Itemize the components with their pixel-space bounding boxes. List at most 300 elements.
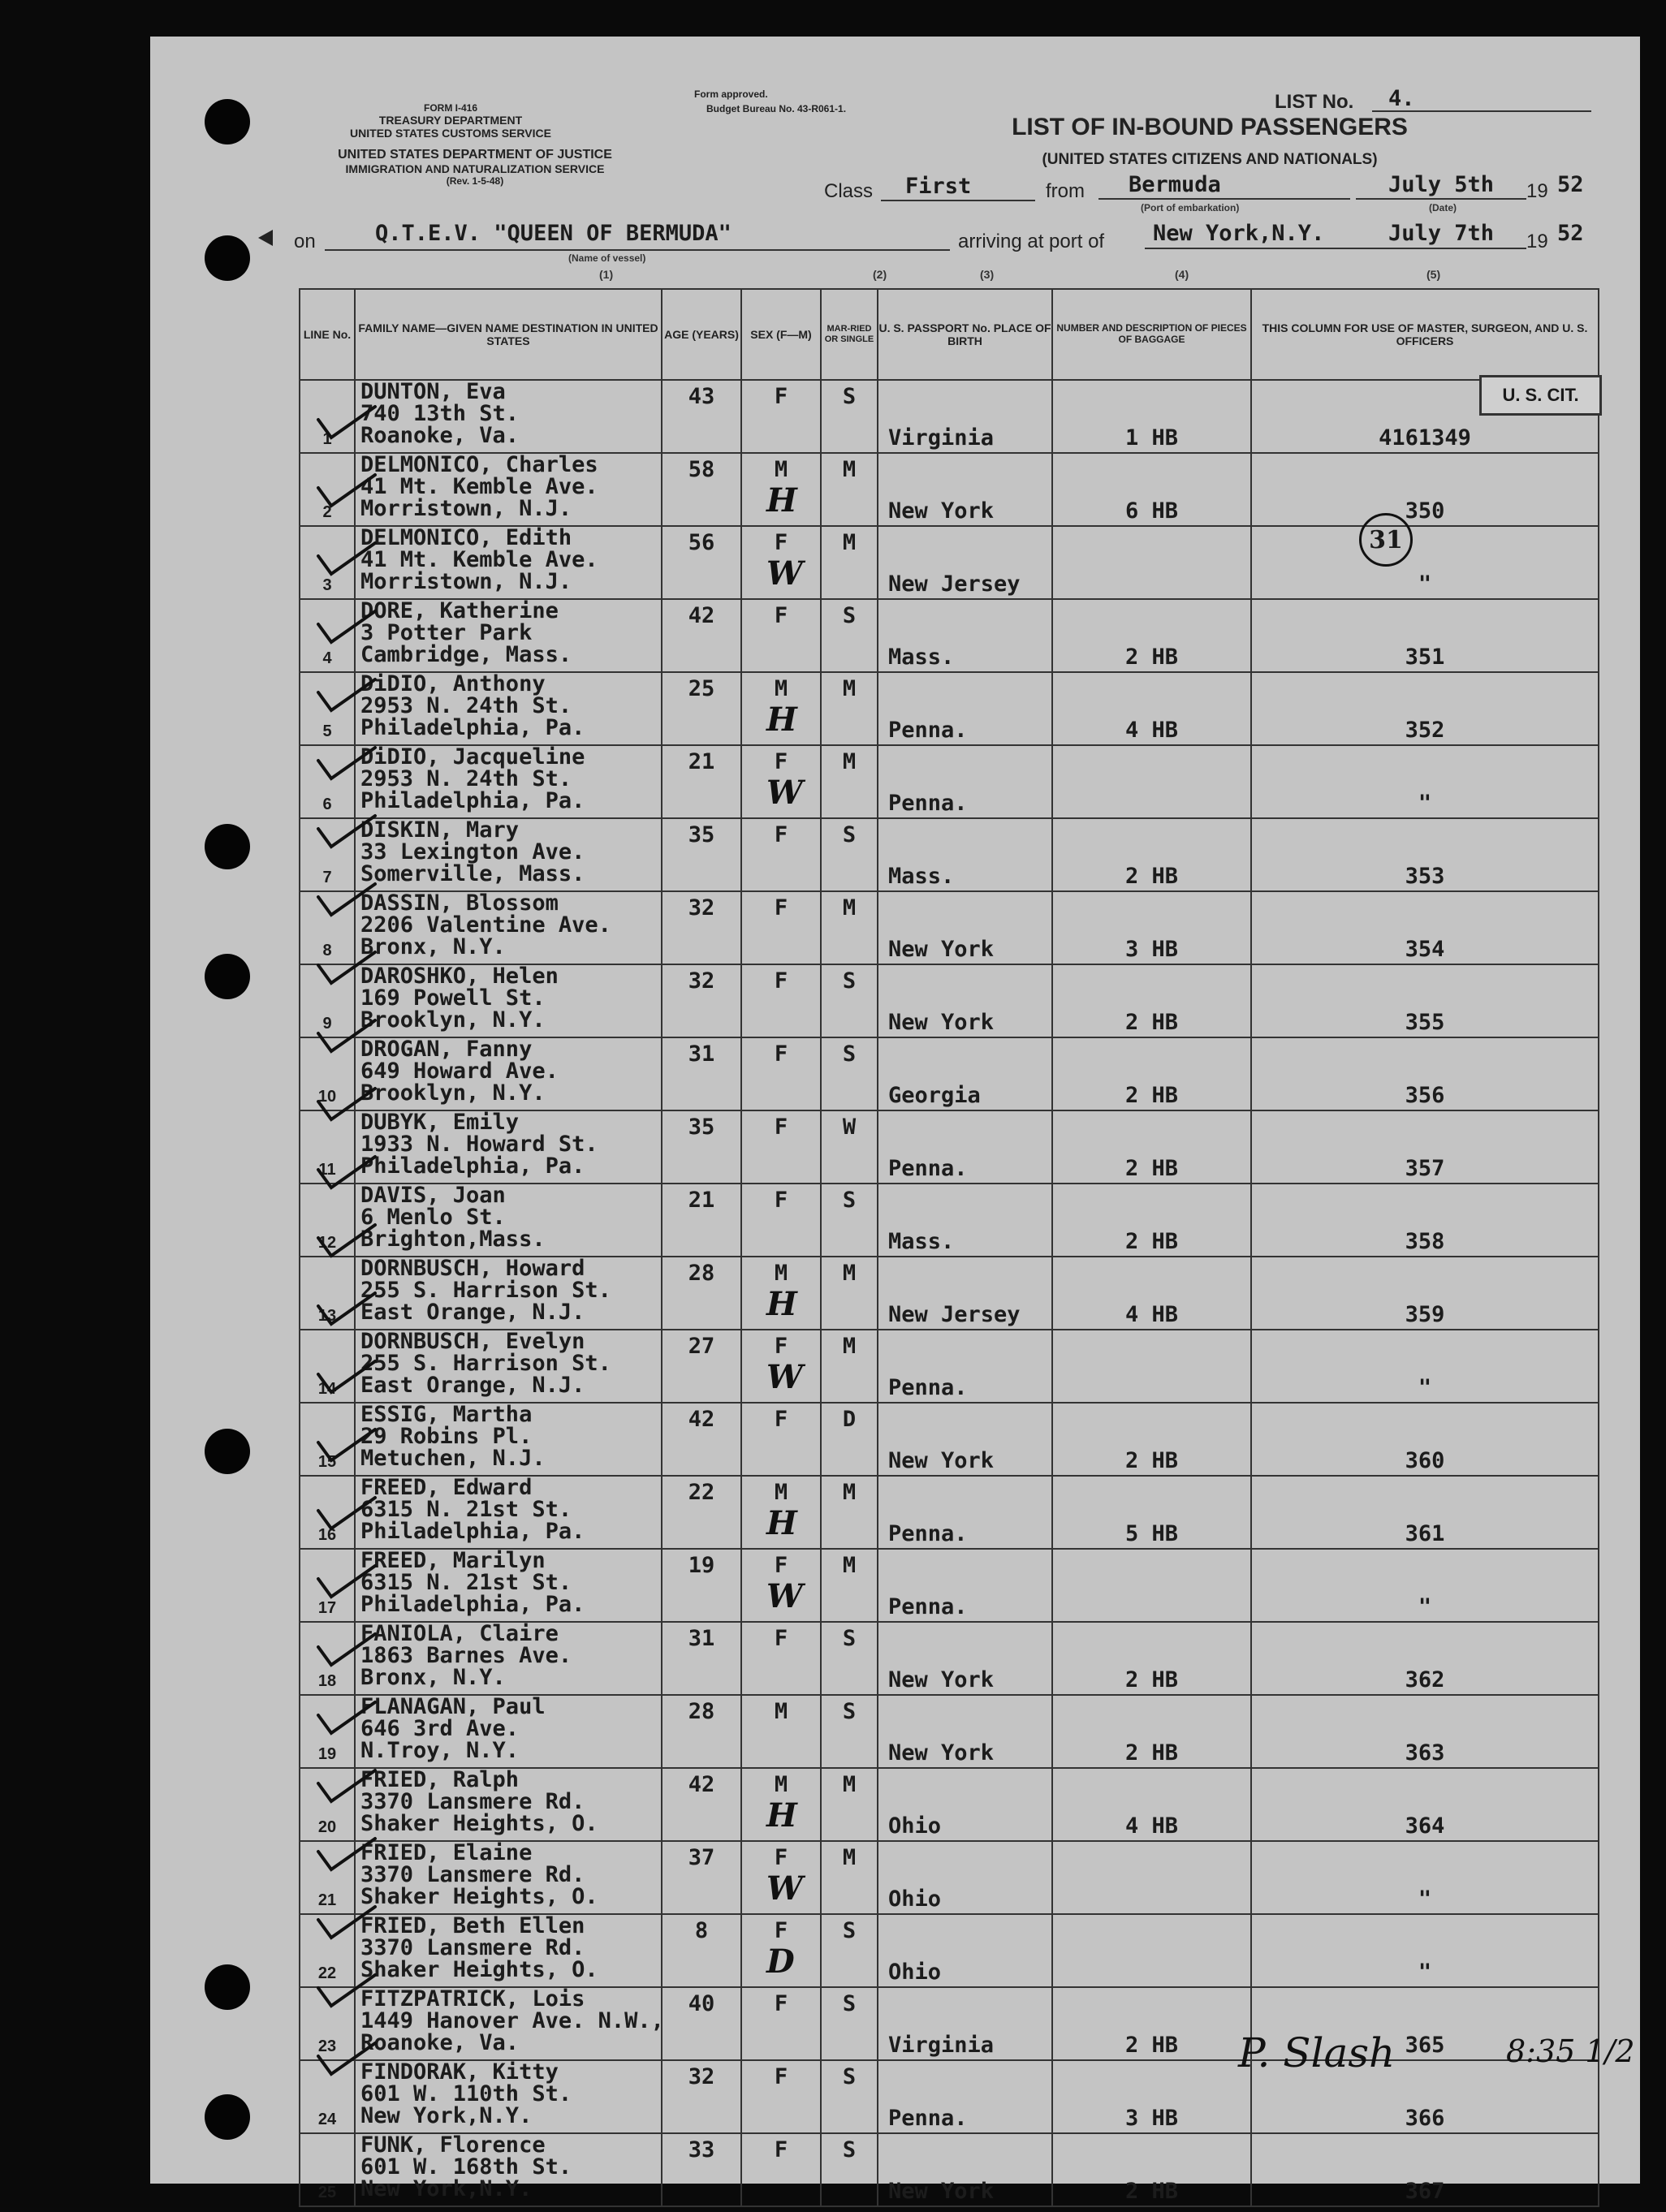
col-num-5: (5) — [1426, 268, 1441, 281]
name-cell — [355, 1987, 662, 2060]
passenger-name: FINDORAK, Kitty — [360, 2059, 559, 2085]
line-number: 18 — [317, 1672, 337, 1690]
age: 21 — [688, 749, 715, 774]
age: 8 — [694, 1918, 709, 1943]
baggage: 3 HB — [1124, 937, 1179, 962]
table-row — [300, 1184, 1599, 1257]
baggage-cell — [1052, 1330, 1251, 1403]
marital-status: S — [842, 1699, 857, 1724]
marital-cell — [821, 818, 878, 891]
port-caption: (Port of embarkation) — [1141, 202, 1240, 213]
marital-status: W — [842, 1115, 857, 1140]
age-cell — [662, 1841, 741, 1914]
col-num-4: (4) — [1175, 268, 1189, 281]
class-underline — [881, 200, 1035, 201]
passenger-name: FRIED, Ralph — [360, 1767, 520, 1792]
arrival-year: 52 — [1557, 221, 1584, 246]
sex: F — [774, 822, 788, 847]
age: 43 — [688, 384, 715, 409]
address-line-2: East Orange, N.J. — [360, 1300, 585, 1325]
sex-cell — [741, 891, 821, 964]
baggage-cell — [1052, 1695, 1251, 1768]
table-row — [300, 1037, 1599, 1110]
baggage: 2 HB — [1124, 1229, 1179, 1254]
table-row — [300, 964, 1599, 1037]
sex: F — [774, 1334, 788, 1359]
name-cell — [355, 1110, 662, 1184]
passenger-name: DELMONICO, Edith — [360, 525, 572, 550]
officer-number: 365 — [1405, 2033, 1445, 2058]
name-cell — [355, 599, 662, 672]
treasury-dept: TREASURY DEPARTMENT — [378, 114, 523, 127]
sex-cell — [741, 1549, 821, 1622]
officer-cell — [1251, 1622, 1599, 1695]
name-cell — [355, 672, 662, 745]
sex: F — [774, 2137, 788, 2162]
line-number: 16 — [317, 1526, 337, 1544]
baggage-cell — [1052, 818, 1251, 891]
marital-status: M — [842, 457, 857, 482]
baggage-cell — [1052, 1403, 1251, 1476]
birthplace: New York — [888, 1448, 995, 1473]
sex: F — [774, 1407, 788, 1432]
table-row — [300, 1987, 1599, 2060]
birthplace-cell — [878, 2060, 1052, 2133]
address-line-2: Metuchen, N.J. — [360, 1446, 546, 1471]
line-number: 1 — [322, 430, 332, 448]
age: 19 — [688, 1553, 715, 1578]
age: 33 — [688, 2137, 715, 2162]
marital-status: S — [842, 1991, 857, 2016]
address-line-2: Philadelphia, Pa. — [360, 1153, 585, 1179]
arrival-port: New York,N.Y. — [1153, 221, 1325, 246]
name-cell — [355, 453, 662, 526]
address-line-2: Philadelphia, Pa. — [360, 1592, 585, 1617]
address-line-1: 29 Robins Pl. — [360, 1424, 533, 1449]
birthplace-cell — [878, 1987, 1052, 2060]
sex-cell — [741, 1110, 821, 1184]
marital-cell — [821, 1841, 878, 1914]
circled-number: 31 — [1359, 513, 1413, 567]
birthplace-cell — [878, 1549, 1052, 1622]
age: 25 — [688, 676, 715, 701]
birthplace: Mass. — [888, 645, 955, 670]
passenger-name: DUNTON, Eva — [360, 379, 506, 404]
table-row — [300, 599, 1599, 672]
baggage: 2 HB — [1124, 864, 1179, 889]
officer-number: 350 — [1405, 498, 1445, 524]
passenger-name: DAVIS, Joan — [360, 1183, 506, 1208]
punch-hole — [205, 1429, 250, 1474]
address-line-1: 3370 Lansmere Rd. — [360, 1789, 585, 1814]
address-line-1: 3370 Lansmere Rd. — [360, 1862, 585, 1887]
punch-hole — [205, 235, 250, 281]
birthplace: Georgia — [888, 1083, 981, 1108]
birthplace: New York — [888, 2179, 995, 2204]
officer-cell — [1251, 818, 1599, 891]
age: 31 — [688, 1041, 715, 1067]
sex: F — [774, 603, 788, 628]
name-cell — [355, 2060, 662, 2133]
sex-cell — [741, 453, 821, 526]
passenger-name: DAROSHKO, Helen — [360, 964, 559, 989]
check-mark-icon — [315, 538, 378, 579]
on-label: on — [294, 231, 316, 252]
address-line-1: 255 S. Harrison St. — [360, 1351, 611, 1376]
line-number: 12 — [317, 1234, 337, 1252]
age-cell — [662, 1330, 741, 1403]
line-number: 19 — [317, 1745, 337, 1763]
baggage-cell — [1052, 1841, 1251, 1914]
marital-status: S — [842, 1188, 857, 1213]
baggage: 4 HB — [1124, 1813, 1179, 1839]
sex-cell — [741, 1330, 821, 1403]
sex-cell — [741, 2133, 821, 2206]
table-row — [300, 745, 1599, 818]
age-cell — [662, 599, 741, 672]
check-mark-icon — [315, 1084, 378, 1124]
departure-year: 52 — [1557, 172, 1584, 197]
date-underline — [1356, 198, 1526, 200]
officer-cell — [1251, 1403, 1599, 1476]
table-row — [300, 1622, 1599, 1695]
line-number: 21 — [317, 1891, 337, 1909]
address-line-1: 41 Mt. Kemble Ave. — [360, 547, 598, 572]
address-line-1: 169 Powell St. — [360, 985, 546, 1011]
passenger-name: DORE, Katherine — [360, 598, 559, 623]
marital-status: M — [842, 530, 857, 555]
check-mark-icon — [315, 1220, 378, 1261]
passenger-name: FREED, Edward — [360, 1475, 533, 1500]
age-cell — [662, 1110, 741, 1184]
address-line-2: New York,N.Y. — [360, 2103, 533, 2128]
address-line-2: East Orange, N.J. — [360, 1373, 585, 1398]
passenger-name: DORNBUSCH, Evelyn — [360, 1329, 585, 1354]
address-line-2: Shaker Heights, O. — [360, 1811, 598, 1836]
check-mark-icon — [315, 1356, 378, 1397]
check-mark-icon — [315, 1288, 378, 1329]
budget-bureau: Budget Bureau No. 43-R061-1. — [706, 103, 847, 114]
check-mark-icon — [315, 1015, 378, 1056]
birthplace-cell — [878, 1330, 1052, 1403]
table-row — [300, 891, 1599, 964]
sex: F — [774, 1845, 788, 1870]
from-label: from — [1046, 180, 1085, 202]
officer-cell — [1251, 1330, 1599, 1403]
baggage: 2 HB — [1124, 1083, 1179, 1108]
birthplace-cell — [878, 891, 1052, 964]
officer-cell — [1251, 1841, 1599, 1914]
marital-cell — [821, 599, 878, 672]
table-row — [300, 1549, 1599, 1622]
line-number: 10 — [317, 1088, 337, 1106]
officer-signature: P. Slash — [1238, 2029, 1396, 2076]
check-mark-icon — [315, 1697, 378, 1738]
age-cell — [662, 1037, 741, 1110]
marital-cell — [821, 1768, 878, 1841]
departure-date: July 5th — [1388, 172, 1495, 197]
name-cell — [355, 380, 662, 453]
officer-cell — [1251, 745, 1599, 818]
officer-number: 358 — [1405, 1229, 1445, 1254]
officer-number: 359 — [1405, 1302, 1445, 1327]
table-row — [300, 1257, 1599, 1330]
sex: F — [774, 1041, 788, 1067]
name-cell — [355, 891, 662, 964]
sex: F — [774, 1918, 788, 1943]
marital-status: M — [842, 749, 857, 774]
marital-cell — [821, 1476, 878, 1549]
age: 32 — [688, 895, 715, 921]
officer-cell — [1251, 1914, 1599, 1987]
birthplace: Mass. — [888, 864, 955, 889]
col-num-3: (3) — [980, 268, 995, 281]
form-revision: (Rev. 1-5-48) — [446, 175, 504, 187]
col-married: MAR-RIED OR SINGLE — [821, 289, 878, 380]
baggage-cell — [1052, 1549, 1251, 1622]
address-line-2: Somerville, Mass. — [360, 861, 585, 886]
officer-cell — [1251, 1110, 1599, 1184]
table-row — [300, 453, 1599, 526]
sex-cell — [741, 1403, 821, 1476]
age-cell — [662, 891, 741, 964]
list-no-label: LIST No. — [1275, 91, 1354, 113]
baggage: 3 HB — [1124, 2106, 1179, 2131]
sex: M — [774, 1772, 788, 1797]
sex-cell — [741, 964, 821, 1037]
age: 56 — [688, 530, 715, 555]
sex-cell — [741, 1622, 821, 1695]
marital-cell — [821, 1914, 878, 1987]
baggage-cell — [1052, 599, 1251, 672]
baggage-cell — [1052, 891, 1251, 964]
class-label: Class — [824, 180, 874, 202]
check-mark-icon — [315, 1425, 378, 1465]
sex-cell — [741, 526, 821, 599]
age-cell — [662, 1768, 741, 1841]
address-line-2: New York,N.Y. — [360, 2176, 533, 2201]
line-number: 6 — [322, 796, 332, 813]
year-prefix-2: 19 — [1526, 231, 1548, 252]
form-number: FORM I-416 — [423, 102, 477, 114]
check-mark-icon — [315, 811, 378, 852]
birthplace: Mass. — [888, 1229, 955, 1254]
passenger-name: DELMONICO, Charles — [360, 452, 598, 477]
marital-cell — [821, 1695, 878, 1768]
sex: F — [774, 1553, 788, 1578]
age-cell — [662, 1184, 741, 1257]
officer-number: 363 — [1405, 1740, 1445, 1766]
officer-number: " — [1418, 1594, 1432, 1619]
officer-cell — [1251, 1476, 1599, 1549]
table-row — [300, 1768, 1599, 1841]
marital-cell — [821, 891, 878, 964]
sex: M — [774, 1699, 788, 1724]
birthplace: New York — [888, 1740, 995, 1766]
birthplace-cell — [878, 1184, 1052, 1257]
line-number: 3 — [322, 576, 332, 594]
class-value: First — [905, 174, 972, 199]
sex-cell — [741, 1695, 821, 1768]
birthplace: Virginia — [888, 425, 995, 451]
baggage-cell — [1052, 964, 1251, 1037]
birthplace-cell — [878, 1037, 1052, 1110]
line-number: 14 — [317, 1380, 337, 1398]
table-row — [300, 818, 1599, 891]
family-mark: W — [766, 774, 803, 812]
officer-number: 366 — [1405, 2106, 1445, 2131]
marital-status: M — [842, 1772, 857, 1797]
sex-cell — [741, 380, 821, 453]
from-underline — [1098, 198, 1350, 200]
name-cell — [355, 964, 662, 1037]
address-line-1: 3 Potter Park — [360, 620, 533, 645]
age-cell — [662, 818, 741, 891]
birthplace-cell — [878, 599, 1052, 672]
birthplace-cell — [878, 380, 1052, 453]
officer-number: " — [1418, 791, 1432, 816]
arriving-label: arriving at port of — [958, 231, 1105, 252]
family-mark: W — [766, 1869, 803, 1908]
marital-cell — [821, 1330, 878, 1403]
col-officers: THIS COLUMN FOR USE OF MASTER, SURGEON, AND U. S. OFFICERS — [1251, 289, 1599, 380]
birthplace: Penna. — [888, 1156, 968, 1181]
name-cell — [355, 1330, 662, 1403]
sex: F — [774, 1188, 788, 1213]
officer-number: 357 — [1405, 1156, 1445, 1181]
baggage: 5 HB — [1124, 1521, 1179, 1546]
officer-number: 360 — [1405, 1448, 1445, 1473]
officer-cell — [1251, 453, 1599, 526]
address-line-2: Brooklyn, N.Y. — [360, 1007, 546, 1033]
officer-cell — [1251, 891, 1599, 964]
signature-time: 8:35 1/2 — [1506, 2033, 1635, 2069]
officer-number: 362 — [1405, 1667, 1445, 1692]
address-line-2: N.Troy, N.Y. — [360, 1738, 520, 1763]
address-line-2: Brighton,Mass. — [360, 1227, 546, 1252]
marital-cell — [821, 1257, 878, 1330]
passenger-name: DORNBUSCH, Howard — [360, 1256, 585, 1281]
age: 42 — [688, 1772, 715, 1797]
officer-cell — [1251, 599, 1599, 672]
baggage: 2 HB — [1124, 1667, 1179, 1692]
age-cell — [662, 672, 741, 745]
check-mark-icon — [315, 470, 378, 511]
officer-number: 353 — [1405, 864, 1445, 889]
marital-status: D — [842, 1407, 857, 1432]
line-number: 7 — [322, 869, 332, 886]
name-cell — [355, 1622, 662, 1695]
punch-hole — [205, 1964, 250, 2010]
address-line-1: 2206 Valentine Ave. — [360, 912, 611, 938]
birthplace: Penna. — [888, 718, 968, 743]
address-line-2: Bronx, N.Y. — [360, 934, 506, 959]
birthplace: New York — [888, 498, 995, 524]
sex-cell — [741, 1037, 821, 1110]
address-line-2: Roanoke, Va. — [360, 423, 520, 448]
name-cell — [355, 818, 662, 891]
line-number: 5 — [322, 722, 332, 740]
col-passport: U. S. PASSPORT No. PLACE OF BIRTH — [878, 289, 1052, 380]
sex: M — [774, 1261, 788, 1286]
col-num-1: (1) — [599, 268, 614, 281]
check-mark-icon — [315, 1152, 378, 1192]
marital-cell — [821, 1622, 878, 1695]
family-mark: H — [766, 481, 797, 520]
marital-cell — [821, 1987, 878, 2060]
marital-cell — [821, 380, 878, 453]
family-mark: H — [766, 1796, 797, 1835]
birthplace-cell — [878, 1841, 1052, 1914]
birthplace: New Jersey — [888, 571, 1021, 597]
birthplace: Virginia — [888, 2033, 995, 2058]
address-line-1: 33 Lexington Ave. — [360, 839, 585, 865]
baggage-cell — [1052, 745, 1251, 818]
birthplace: Penna. — [888, 1594, 968, 1619]
birthplace: Penna. — [888, 2106, 968, 2131]
age: 31 — [688, 1626, 715, 1651]
officer-cell — [1251, 964, 1599, 1037]
address-line-1: 1933 N. Howard St. — [360, 1132, 598, 1157]
birthplace-cell — [878, 2133, 1052, 2206]
age-cell — [662, 1476, 741, 1549]
age-cell — [662, 964, 741, 1037]
form-approved: Form approved. — [694, 88, 768, 100]
address-line-1: 649 Howard Ave. — [360, 1059, 559, 1084]
sex: F — [774, 384, 788, 409]
officer-cell — [1251, 526, 1599, 599]
age-cell — [662, 1622, 741, 1695]
sex-cell — [741, 818, 821, 891]
birthplace-cell — [878, 453, 1052, 526]
name-cell — [355, 2133, 662, 2206]
col-name: FAMILY NAME—GIVEN NAME DESTINATION IN UNITED STATES — [355, 289, 662, 380]
family-mark: H — [766, 1285, 797, 1323]
us-citizen-stamp: U. S. CIT. — [1479, 375, 1602, 416]
name-cell — [355, 1257, 662, 1330]
family-mark: H — [766, 1504, 797, 1542]
officer-number: 354 — [1405, 937, 1445, 962]
table-row — [300, 1695, 1599, 1768]
baggage: 1 HB — [1124, 425, 1179, 451]
address-line-1: 6315 N. 21st St. — [360, 1570, 572, 1595]
age: 42 — [688, 603, 715, 628]
age: 28 — [688, 1261, 715, 1286]
marital-cell — [821, 1184, 878, 1257]
birthplace: Penna. — [888, 1375, 968, 1400]
baggage-cell — [1052, 1184, 1251, 1257]
officer-cell — [1251, 672, 1599, 745]
birthplace: Ohio — [888, 1813, 942, 1839]
punch-hole — [205, 954, 250, 999]
officer-cell — [1251, 1037, 1599, 1110]
marital-status: S — [842, 968, 857, 994]
name-cell — [355, 1695, 662, 1768]
officer-number: 364 — [1405, 1813, 1445, 1839]
col-num-2: (2) — [873, 268, 887, 281]
table-row — [300, 1330, 1599, 1403]
col-baggage: NUMBER AND DESCRIPTION OF PIECES OF BAGGAGE — [1052, 289, 1251, 380]
baggage: 2 HB — [1124, 1740, 1179, 1766]
marital-status: M — [842, 1845, 857, 1870]
age-cell — [662, 745, 741, 818]
officer-number: 356 — [1405, 1083, 1445, 1108]
birthplace: Penna. — [888, 1521, 968, 1546]
baggage-cell — [1052, 453, 1251, 526]
marital-status: S — [842, 384, 857, 409]
check-mark-icon — [315, 606, 378, 647]
sex-cell — [741, 672, 821, 745]
